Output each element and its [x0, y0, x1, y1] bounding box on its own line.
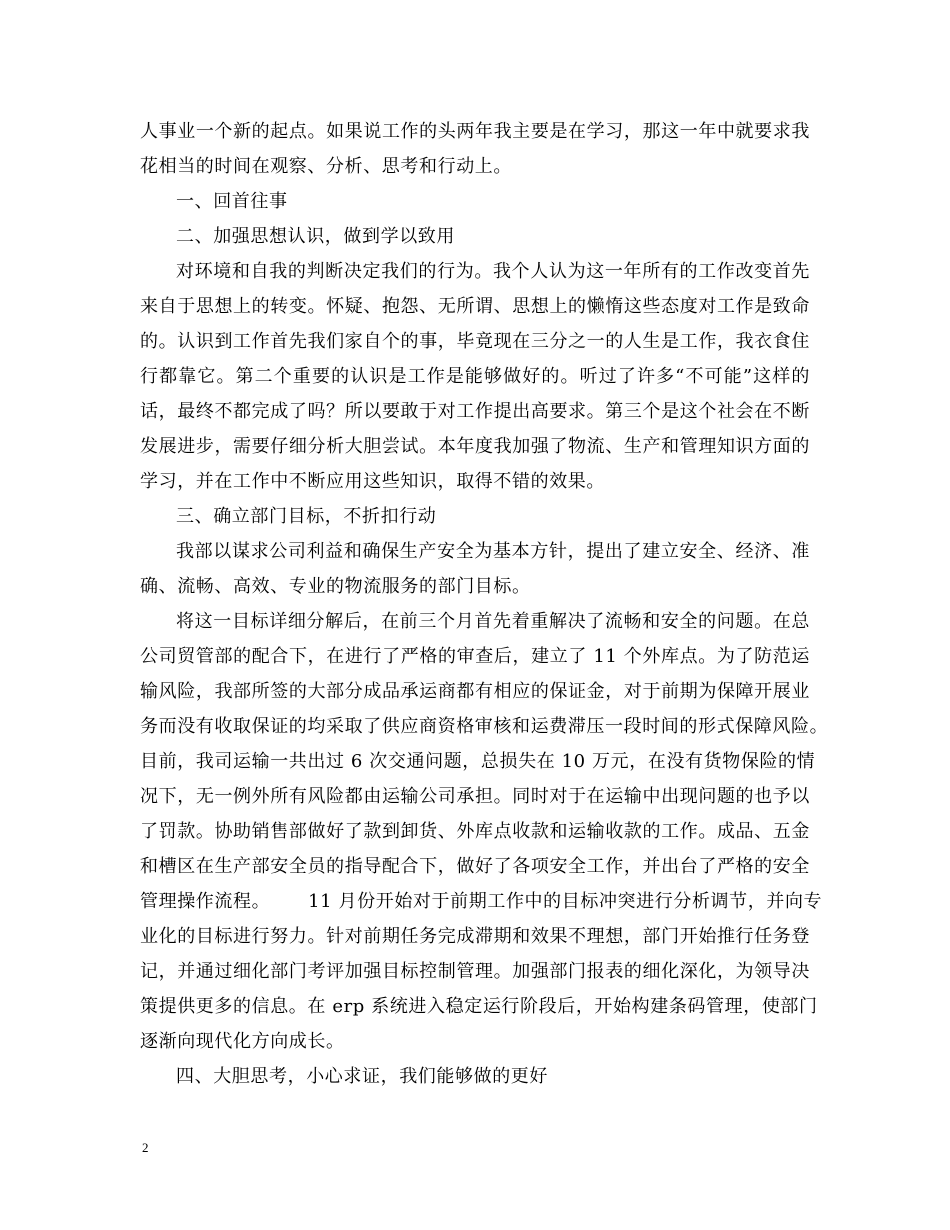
paragraph-line: 对环境和自我的判断决定我们的行为。我个人认为这一年所有的工作改变首先: [176, 261, 810, 282]
paragraph-line: 目前，我司运输一共出过 6 次交通问题，总损失在 10 万元，在没有货物保险的情: [140, 751, 816, 772]
paragraph-line: 策提供更多的信息。在 erp 系统进入稳定运行阶段后，开始构建条码管理，使部门: [140, 996, 818, 1017]
paragraph-line: 行都靠它。第二个重要的认识是工作是能够做好的。听过了许多“不可能”这样的: [140, 366, 810, 387]
paragraph-line: 输风险，我部所签的大部分成品承运商都有相应的保证金，对于前期为保障开展业: [140, 681, 810, 702]
paragraph-line: 我部以谋求公司利益和确保生产安全为基本方针，提出了建立安全、经济、准: [176, 541, 810, 562]
paragraph-line: 话，最终不都完成了吗？所以要敢于对工作提出高要求。第三个是这个社会在不断: [140, 401, 810, 422]
section-heading: 三、确立部门目标，不折扣行动: [176, 506, 437, 527]
paragraph-line: 业化的目标进行努力。针对前期任务完成滞期和效果不理想，部门开始推行任务登: [140, 926, 810, 947]
section-heading: 四、大胆思考，小心求证，我们能够做的更好: [176, 1066, 548, 1087]
paragraph-line: 来自于思想上的转变。怀疑、抱怨、无所谓、思想上的懒惰这些态度对工作是致命: [140, 296, 810, 317]
document-body: [140, 114, 829, 1094]
paragraph-line: 况下，无一例外所有风险都由运输公司承担。同时对于在运输中出现问题的也予以: [140, 786, 810, 807]
paragraph-line: 记，并通过细化部门考评加强目标控制管理。加强部门报表的细化深化，为领导决: [140, 961, 810, 982]
paragraph-line: 逐渐向现代化方向成长。: [140, 1031, 345, 1052]
paragraph-line: 了罚款。协助销售部做好了款到卸货、外库点收款和运输收款的工作。成品、五金: [140, 821, 810, 842]
paragraph-line: 和槽区在生产部安全员的指导配合下，做好了各项安全工作，并出台了严格的安全: [140, 856, 810, 877]
paragraph-line: 人事业一个新的起点。如果说工作的头两年我主要是在学习，那这一年中就要求我: [140, 121, 810, 142]
paragraph-line: 将这一目标详细分解后，在前三个月首先着重解决了流畅和安全的问题。在总: [176, 611, 810, 632]
paragraph-line: 确、流畅、高效、专业的物流服务的部门目标。: [140, 576, 531, 597]
paragraph-line: 发展进步，需要仔细分析大胆尝试。本年度我加强了物流、生产和管理知识方面的: [140, 436, 810, 457]
paragraph-line: 学习，并在工作中不断应用这些知识，取得不错的效果。: [140, 471, 605, 492]
page-number: 2: [142, 1140, 149, 1155]
paragraph-line: 的。认识到工作首先我们家自个的事，毕竟现在三分之一的人生是工作，我衣食住: [140, 331, 810, 352]
section-heading: 二、加强思想认识，做到学以致用: [176, 226, 455, 247]
paragraph-line: 花相当的时间在观察、分析、思考和行动上。: [140, 156, 512, 177]
paragraph-line: 务而没有收取保证的均采取了供应商资格审核和运费滞压一段时间的形式保障风险。: [140, 716, 829, 737]
paragraph-line: 公司贸管部的配合下，在进行了严格的审查后，建立了 11 个外库点。为了防范运: [140, 646, 810, 667]
section-heading: 一、回首往事: [176, 191, 288, 212]
paragraph-line: 管理操作流程。 11 月份开始对于前期工作中的目标冲突进行分析调节，并向专: [140, 891, 823, 912]
